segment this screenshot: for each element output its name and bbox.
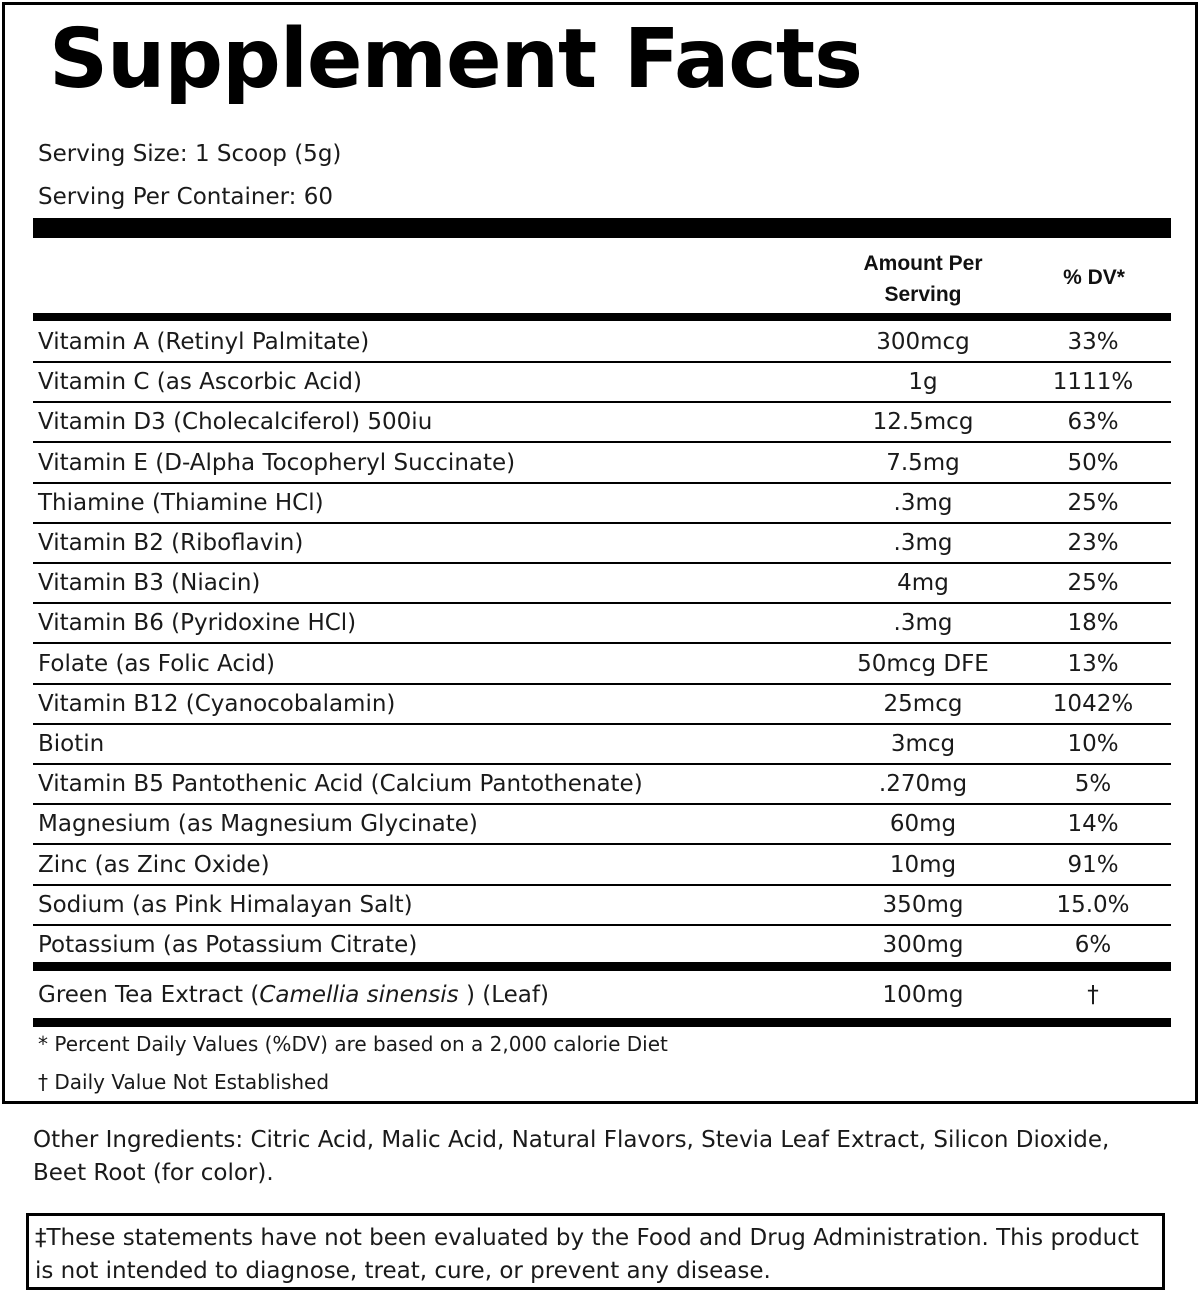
nutrient-name: Vitamin B6 (Pyridoxine HCl) [38, 610, 357, 637]
nutrient-amount: .3mg [893, 530, 953, 556]
nutrient-dv: 13% [1067, 650, 1119, 677]
fda-disclaimer-text: ‡These statements have not been evaluated by the Food and Drug Administration. This product is not intended to diagnose, treat, cure, or prevent any disease. [35, 1225, 1139, 1284]
table-row [33, 725, 1171, 765]
nutrient-amount: 300mg [882, 932, 964, 958]
table-row [33, 805, 1171, 845]
nutrient-name: Green Tea Extract (Camellia sinensis ) (Leaf) [38, 982, 549, 1008]
divider-before-green-tea [33, 962, 1171, 971]
nutrient-name: Sodium (as Pink Himalayan Salt) [38, 891, 413, 918]
nutrient-name: Vitamin B5 Pantothenic Acid (Calcium Pantothenate) [38, 771, 643, 798]
nutrient-dv: 25% [1067, 570, 1119, 597]
nutrient-amount: 3mcg [890, 731, 956, 757]
nutrient-name: Vitamin E (D-Alpha Tocopheryl Succinate) [38, 449, 516, 476]
nutrient-dv: 1111% [1052, 369, 1134, 396]
nutrient-dv: 18% [1067, 610, 1119, 637]
table-row [33, 564, 1171, 604]
panel-title: Supplement Facts [49, 12, 862, 107]
table-row [33, 685, 1171, 725]
nutrient-amount: 50mcg DFE [857, 650, 989, 677]
dagger-footnote: † Daily Value Not Established [38, 1070, 330, 1094]
nutrient-amount: 350mg [882, 891, 964, 918]
nutrient-dv: 6% [1074, 932, 1112, 958]
nutrient-amount: 60mg [889, 811, 957, 838]
nutrient-amount: 300mcg [876, 329, 970, 355]
supplement-facts-panel [2, 2, 1198, 1104]
table-row [33, 846, 1171, 886]
nutrient-name: Vitamin A (Retinyl Palmitate) [38, 329, 370, 355]
table-row [33, 444, 1171, 484]
nutrient-amount: 25mcg [883, 690, 963, 717]
other-ingredients: Other Ingredients: Citric Acid, Malic Acid, Natural Flavors, Stevia Leaf Extract, Silicon Dioxide, Beet Root (for color). [33, 1127, 1110, 1186]
nutrient-dv: 91% [1067, 851, 1119, 878]
nutrient-amount: 7.5mg [886, 449, 960, 476]
nutrient-dv: 50% [1067, 449, 1119, 476]
nutrient-amount: 12.5mcg [872, 409, 974, 436]
nutrient-name: Thiamine (Thiamine HCl) [38, 489, 324, 516]
table-row [33, 403, 1171, 443]
fda-disclaimer-box [26, 1213, 1165, 1290]
servings-per-container: Serving Per Container: 60 [38, 184, 333, 210]
nutrient-dv: 14% [1067, 811, 1119, 838]
table-row-green-tea [33, 976, 1171, 1016]
dv-footnote: * Percent Daily Values (%DV) are based on a 2,000 calorie Diet [38, 1032, 668, 1056]
nutrient-name: Vitamin B2 (Riboflavin) [38, 530, 304, 556]
nutrient-dv: 25% [1067, 489, 1119, 516]
nutrient-dv: 10% [1067, 731, 1119, 757]
table-row [33, 926, 1171, 966]
amount-per-serving-header: Amount Per Serving [863, 252, 983, 306]
divider-after-green-tea [33, 1018, 1171, 1027]
nutrient-dv: 33% [1067, 329, 1119, 355]
table-row [33, 765, 1171, 805]
nutrient-amount: .3mg [893, 610, 953, 637]
nutrient-amount: 1g [908, 369, 938, 396]
dv-header: % DV* [1063, 266, 1125, 289]
nutrient-name: Vitamin C (as Ascorbic Acid) [38, 369, 362, 396]
nutrient-name: Zinc (as Zinc Oxide) [38, 851, 270, 878]
table-row [33, 524, 1171, 564]
nutrient-dv: 23% [1067, 530, 1119, 556]
nutrient-dv: † [1087, 982, 1099, 1008]
nutrient-amount: .3mg [893, 489, 953, 516]
nutrient-name: Biotin [38, 731, 105, 757]
nutrient-amount: .270mg [878, 771, 968, 798]
nutrient-name: Vitamin B12 (Cyanocobalamin) [38, 690, 396, 717]
nutrient-name: Vitamin D3 (Cholecalciferol) 500iu [38, 409, 433, 436]
nutrient-dv: 5% [1074, 771, 1112, 798]
nutrient-dv: 1042% [1052, 690, 1134, 717]
nutrient-name: Magnesium (as Magnesium Glycinate) [38, 811, 478, 838]
nutrient-amount: 100mg [882, 982, 964, 1008]
header-divider [33, 313, 1171, 321]
nutrient-amount: 4mg [897, 570, 949, 597]
table-row [33, 363, 1171, 403]
nutrient-name: Folate (as Folic Acid) [38, 650, 275, 677]
nutrient-name: Potassium (as Potassium Citrate) [38, 932, 418, 958]
nutrient-dv: 63% [1067, 409, 1119, 436]
thick-divider-top [33, 218, 1171, 238]
table-row [33, 604, 1171, 644]
table-row [33, 886, 1171, 926]
nutrient-name: Vitamin B3 (Niacin) [38, 570, 261, 597]
table-row [33, 645, 1171, 685]
table-row [33, 484, 1171, 524]
serving-size: Serving Size: 1 Scoop (5g) [38, 141, 342, 167]
table-row [33, 323, 1171, 363]
nutrient-amount: 10mg [889, 851, 957, 878]
nutrient-dv: 15.0% [1056, 891, 1130, 918]
